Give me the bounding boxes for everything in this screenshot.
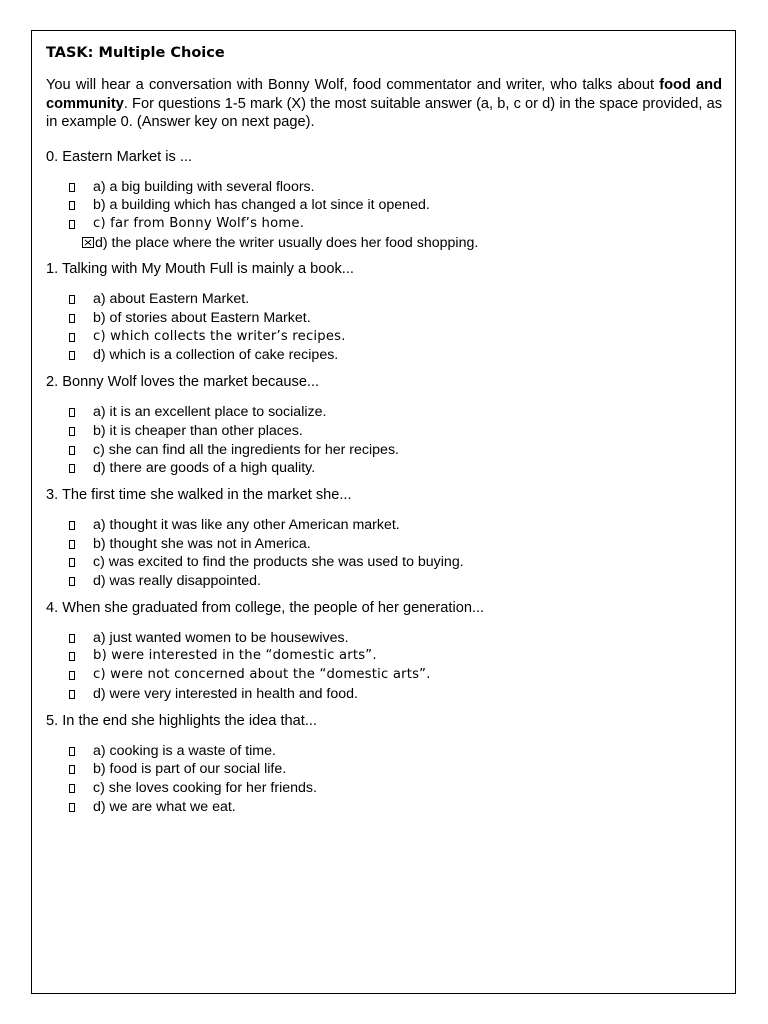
checkbox-icon[interactable]: [69, 220, 75, 229]
option-label: d) which is a collection of cake recipes.: [93, 347, 339, 364]
option-label: b) a building which has changed a lot since it opened.: [93, 197, 430, 214]
checkbox-icon[interactable]: [69, 765, 75, 774]
option-label: a) thought it was like any other American market.: [93, 516, 400, 533]
intro-text: You will hear a conversation with Bonny Wolf, food commentator and writer, who talks about: [46, 77, 660, 93]
option-label: a) a big building with several floors.: [93, 178, 315, 195]
option-label: c) she loves cooking for her friends.: [93, 779, 317, 796]
option-2c[interactable]: [68, 441, 722, 460]
question-block-5: [46, 712, 722, 817]
option-label: c) were not concerned about the “domestic arts”.: [93, 667, 431, 683]
task-instructions: [46, 76, 722, 132]
option-label: c) was excited to find the products she was used to buying.: [93, 554, 464, 571]
question-1: 1. Talking with My Mouth Full is mainly a book...: [46, 261, 354, 278]
checkbox-icon[interactable]: [69, 784, 75, 793]
task-title: TASK: Multiple Choice: [46, 45, 225, 61]
options-3: [46, 516, 722, 591]
options-0: [46, 178, 722, 253]
option-0c[interactable]: [68, 215, 722, 234]
option-1d[interactable]: [68, 346, 722, 365]
question-block-0: [46, 148, 722, 253]
checkbox-icon[interactable]: [69, 183, 75, 192]
checkbox-icon[interactable]: [69, 408, 75, 417]
intro-bold-topic: food and community: [46, 77, 722, 112]
option-label: a) just wanted women to be housewives.: [93, 629, 349, 646]
option-label: b) of stories about Eastern Market.: [93, 310, 311, 327]
checkbox-icon[interactable]: [69, 747, 75, 756]
checkbox-icon[interactable]: [69, 201, 75, 210]
checkbox-icon[interactable]: [69, 634, 75, 643]
option-3c[interactable]: [68, 553, 722, 572]
option-label: c) which collects the writer’s recipes.: [93, 328, 346, 344]
options-2: [46, 403, 722, 478]
option-label: d) we are what we eat.: [93, 798, 236, 815]
option-label: d) there are goods of a high quality.: [93, 460, 316, 477]
checkbox-icon[interactable]: [69, 521, 75, 530]
checkbox-icon[interactable]: [69, 803, 75, 812]
checkbox-icon[interactable]: [69, 558, 75, 567]
question-block-4: [46, 599, 722, 704]
question-2: 2. Bonny Wolf loves the market because...: [46, 374, 320, 391]
question-4: 4. When she graduated from college, the people of her generation...: [46, 599, 485, 616]
checkbox-icon[interactable]: [69, 464, 75, 473]
checked-checkbox-icon[interactable]: [82, 237, 94, 248]
option-label: c) far from Bonny Wolf’s home.: [93, 215, 305, 231]
option-label: a) cooking is a waste of time.: [93, 742, 276, 759]
worksheet: [46, 42, 722, 816]
checkbox-icon[interactable]: [69, 333, 75, 342]
options-4: [46, 629, 722, 704]
checkbox-icon[interactable]: [69, 671, 75, 680]
option-1a[interactable]: [68, 290, 722, 309]
intro-text-rest: . For questions 1-5 mark (X) the most suitable answer (a, b, c or d) in the space provided, as in example 0. (Answer key on next page).: [46, 95, 722, 130]
option-5d[interactable]: [68, 798, 722, 817]
option-label: d) the place where the writer usually does her food shopping.: [95, 234, 479, 251]
option-0d[interactable]: [68, 234, 722, 253]
option-2b[interactable]: [68, 422, 722, 441]
option-3d[interactable]: [68, 572, 722, 591]
option-label: b) it is cheaper than other places.: [93, 422, 303, 439]
question-5: 5. In the end she highlights the idea that...: [46, 712, 317, 729]
question-block-1: [46, 260, 722, 365]
option-3a[interactable]: [68, 516, 722, 535]
option-label: a) it is an excellent place to socialize.: [93, 404, 327, 421]
option-4a[interactable]: [68, 629, 722, 648]
checkbox-icon[interactable]: [69, 577, 75, 586]
checkbox-icon[interactable]: [69, 540, 75, 549]
option-label: b) food is part of our social life.: [93, 761, 287, 778]
option-1b[interactable]: [68, 309, 722, 328]
checkbox-icon[interactable]: [69, 427, 75, 436]
checkbox-icon[interactable]: [69, 314, 75, 323]
question-block-2: [46, 373, 722, 478]
question-3: 3. The first time she walked in the market she...: [46, 486, 352, 503]
option-3b[interactable]: [68, 535, 722, 554]
option-2d[interactable]: [68, 459, 722, 478]
option-4d[interactable]: [68, 685, 722, 704]
option-label: d) were very interested in health and food.: [93, 685, 358, 702]
option-label: a) about Eastern Market.: [93, 291, 250, 308]
option-2a[interactable]: [68, 403, 722, 422]
option-0b[interactable]: [68, 196, 722, 215]
checkbox-icon[interactable]: [69, 351, 75, 360]
checkbox-icon[interactable]: [69, 652, 75, 661]
checkbox-icon[interactable]: [69, 690, 75, 699]
option-5b[interactable]: [68, 760, 722, 779]
option-0a[interactable]: [68, 178, 722, 197]
options-1: [46, 290, 722, 365]
option-label: d) was really disappointed.: [93, 573, 261, 590]
options-5: [46, 742, 722, 817]
option-5c[interactable]: [68, 779, 722, 798]
option-label: b) thought she was not in America.: [93, 535, 311, 552]
option-5a[interactable]: [68, 742, 722, 761]
option-4c[interactable]: [68, 666, 722, 685]
question-0: 0. Eastern Market is ...: [46, 148, 192, 165]
question-block-3: [46, 486, 722, 591]
checkbox-icon[interactable]: [69, 295, 75, 304]
option-label: b) were interested in the “domestic arts”.: [93, 648, 377, 664]
option-label: c) she can find all the ingredients for her recipes.: [93, 441, 399, 458]
option-4b[interactable]: [68, 647, 722, 666]
option-1c[interactable]: [68, 328, 722, 347]
checkbox-icon[interactable]: [69, 446, 75, 455]
